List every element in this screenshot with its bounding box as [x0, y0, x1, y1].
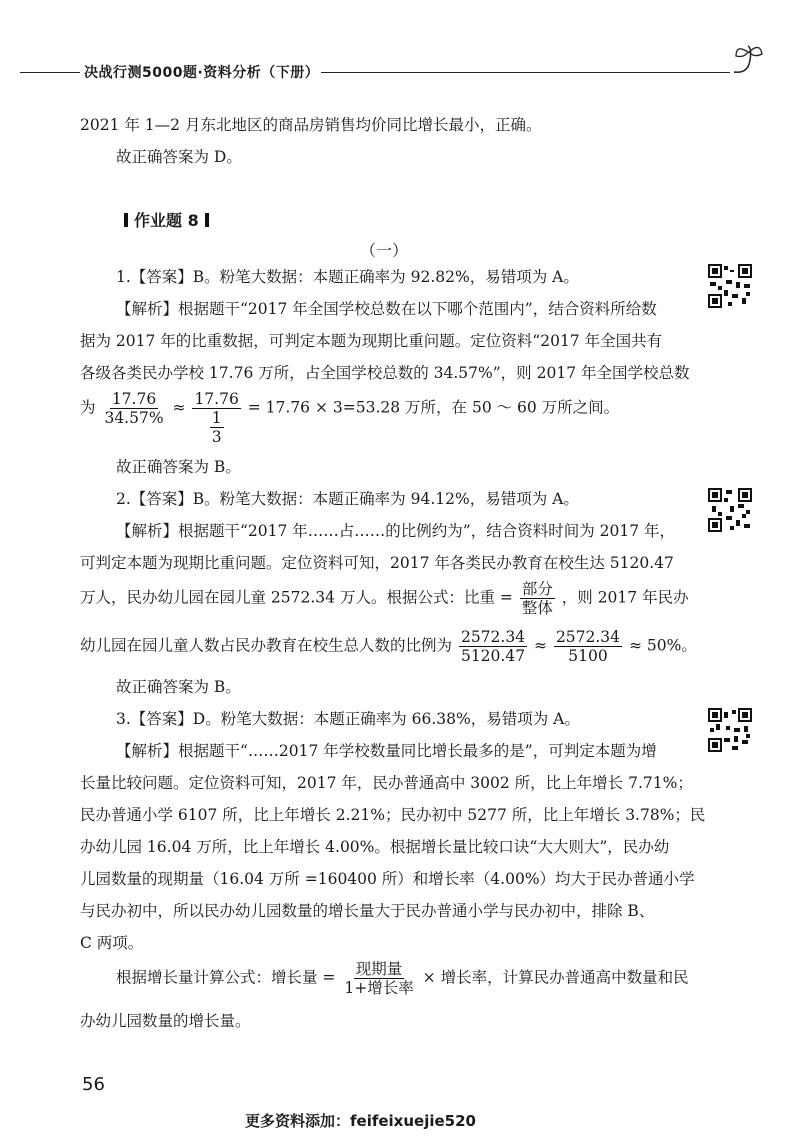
q3-growth-fraction [342, 960, 415, 997]
q1-fraction-2-denominator [210, 409, 224, 446]
q2-fraction-1 [459, 628, 527, 665]
q1-answer: 1.【答案】B。粉笔大数据：本题正确率为 92.82%，易错项为 A。 [116, 268, 579, 286]
q1-formula-prefix: 为 [80, 398, 96, 417]
q1-analysis-line-2: 据为 2017 年的比重数据，可判定本题为现期比重问题。定位资料“2017 年全国共有 [80, 332, 663, 350]
q3-growth-numerator: 现期量 [355, 960, 403, 978]
q3-analysis-line-7: C 两项。 [80, 934, 144, 952]
q1-analysis-line-3: 各级各类民办学校 17.76 万所，占全国学校总数的 34.57%”，则 2017 年全国学校总数 [80, 364, 690, 382]
section-heading-text: 作业题 8 [134, 211, 199, 230]
intro-line-1: 2021 年 1—2 月东北地区的商品房销售均价同比增长最小，正确。 [80, 116, 542, 134]
q3-analysis-line-6: 与民办初中，所以民办幼儿园数量的增长量大于民办普通小学与民办初中，排除 B、 [80, 902, 655, 920]
q1-formula-result: = 17.76 × 3=53.28 万所，在 50 ～ 60 万所之间。 [247, 398, 620, 417]
q3-analysis-line-1: 【解析】根据题干“……2017 年学校数量同比增长最多的是”，可判定本题为增 [116, 742, 657, 760]
q3-analysis-line-5: 儿园数量的现期量（16.04 万所 =160400 所）和增长率（4.00%）均大于民办普通小学 [80, 870, 695, 888]
q2-fraction-2 [554, 628, 622, 665]
section-subheading: （一） [360, 241, 409, 260]
running-header-title: 决战行测5000题·资料分析（下册） [82, 62, 321, 82]
q2-analysis-line-2: 可判定本题为现期比重问题。定位资料可知，2017 年各类民办教育在校生达 5120.47 [80, 554, 674, 572]
qr-code-q3[interactable] [708, 708, 752, 752]
q3-answer: 3.【答案】D。粉笔大数据：本题正确率为 66.38%，易错项为 A。 [116, 710, 580, 728]
q1-formula [80, 390, 619, 446]
q2-fraction-1-numerator: 2572.34 [460, 628, 526, 646]
q2-line-3-text-a: 万人，民办幼儿园在园儿童 2572.34 万人。根据公式：比重 = [80, 588, 513, 607]
q3-growth-formula [116, 960, 689, 997]
q2-analysis-line-1: 【解析】根据题干“2017 年……占……的比例约为”，结合资料时间为 2017 年， [116, 522, 676, 540]
q2-line-4-text-a: 幼儿园在园儿童人数占民办教育在校生总人数的比例为 [80, 636, 453, 655]
q3-growth-denominator: 1+增长率 [344, 979, 414, 997]
section-heading [118, 208, 215, 231]
q3-formula-text-b: × 增长率，计算民办普通高中数量和民 [422, 968, 689, 987]
q1-inner-numerator: 1 [211, 409, 222, 427]
qr-code-q1[interactable] [708, 264, 752, 308]
q1-approx-sign: ≈ [172, 398, 186, 417]
section-bar-right [205, 213, 209, 227]
q3-analysis-line-9: 办幼儿园数量的增长量。 [80, 1012, 251, 1030]
q3-analysis-line-3: 民办普通小学 6107 所，比上年增长 2.21%；民办初中 5277 所，比上年增长 3.78%；民 [80, 806, 706, 824]
q3-analysis-line-2: 长量比较问题。定位资料可知，2017 年，民办普通高中 3002 所，比上年增长 7.71%； [80, 774, 693, 792]
intro-conclusion: 故正确答案为 D。 [116, 148, 242, 166]
q3-formula-text-a: 根据增长量计算公式：增长量 = [116, 968, 336, 987]
q2-analysis-line-3 [80, 580, 689, 617]
header-rule-right [315, 72, 730, 73]
q2-fraction-2-numerator: 2572.34 [555, 628, 621, 646]
q1-fraction-1 [102, 390, 165, 427]
q2-ratio-numerator: 部分 [521, 580, 553, 598]
q2-line-4-text-b: ≈ 50%。 [628, 636, 697, 655]
q2-conclusion: 故正确答案为 B。 [116, 678, 241, 696]
header-rule-left [20, 72, 80, 73]
q1-fraction-1-denominator: 34.57% [104, 409, 164, 427]
page-number: 56 [82, 1074, 105, 1095]
q2-approx-sign: ≈ [534, 636, 547, 655]
qr-code-q2[interactable] [708, 488, 752, 532]
q1-analysis-line-1: 【解析】根据题干“2017 年全国学校总数在以下哪个范围内”，结合资料所给数 [116, 300, 657, 318]
q2-ratio-fraction [520, 580, 555, 617]
q2-fraction-2-denominator: 5100 [568, 647, 608, 665]
q1-conclusion: 故正确答案为 B。 [116, 458, 241, 476]
q1-fraction-2 [192, 390, 240, 446]
q3-analysis-line-4: 办幼儿园 16.04 万所，比上年增长 4.00%。根据增长量比较口诀“大大则大”，民办幼 [80, 838, 670, 856]
section-bar-left [124, 213, 128, 227]
q2-line-3-text-b: ，则 2017 年民办 [561, 588, 689, 607]
footer-contact-text: 更多资料添加：feifeixuejie520 [245, 1112, 476, 1130]
q2-analysis-line-4 [80, 628, 697, 665]
q1-fraction-1-numerator: 17.76 [111, 390, 157, 408]
q2-fraction-1-denominator: 5120.47 [460, 647, 526, 665]
q1-fraction-2-numerator: 17.76 [194, 390, 239, 408]
q2-ratio-denominator: 整体 [521, 599, 553, 617]
q2-answer: 2.【答案】B。粉笔大数据：本题正确率为 94.12%，易错项为 A。 [116, 490, 579, 508]
q1-inner-denominator: 3 [211, 428, 222, 446]
sprout-icon [730, 40, 766, 80]
